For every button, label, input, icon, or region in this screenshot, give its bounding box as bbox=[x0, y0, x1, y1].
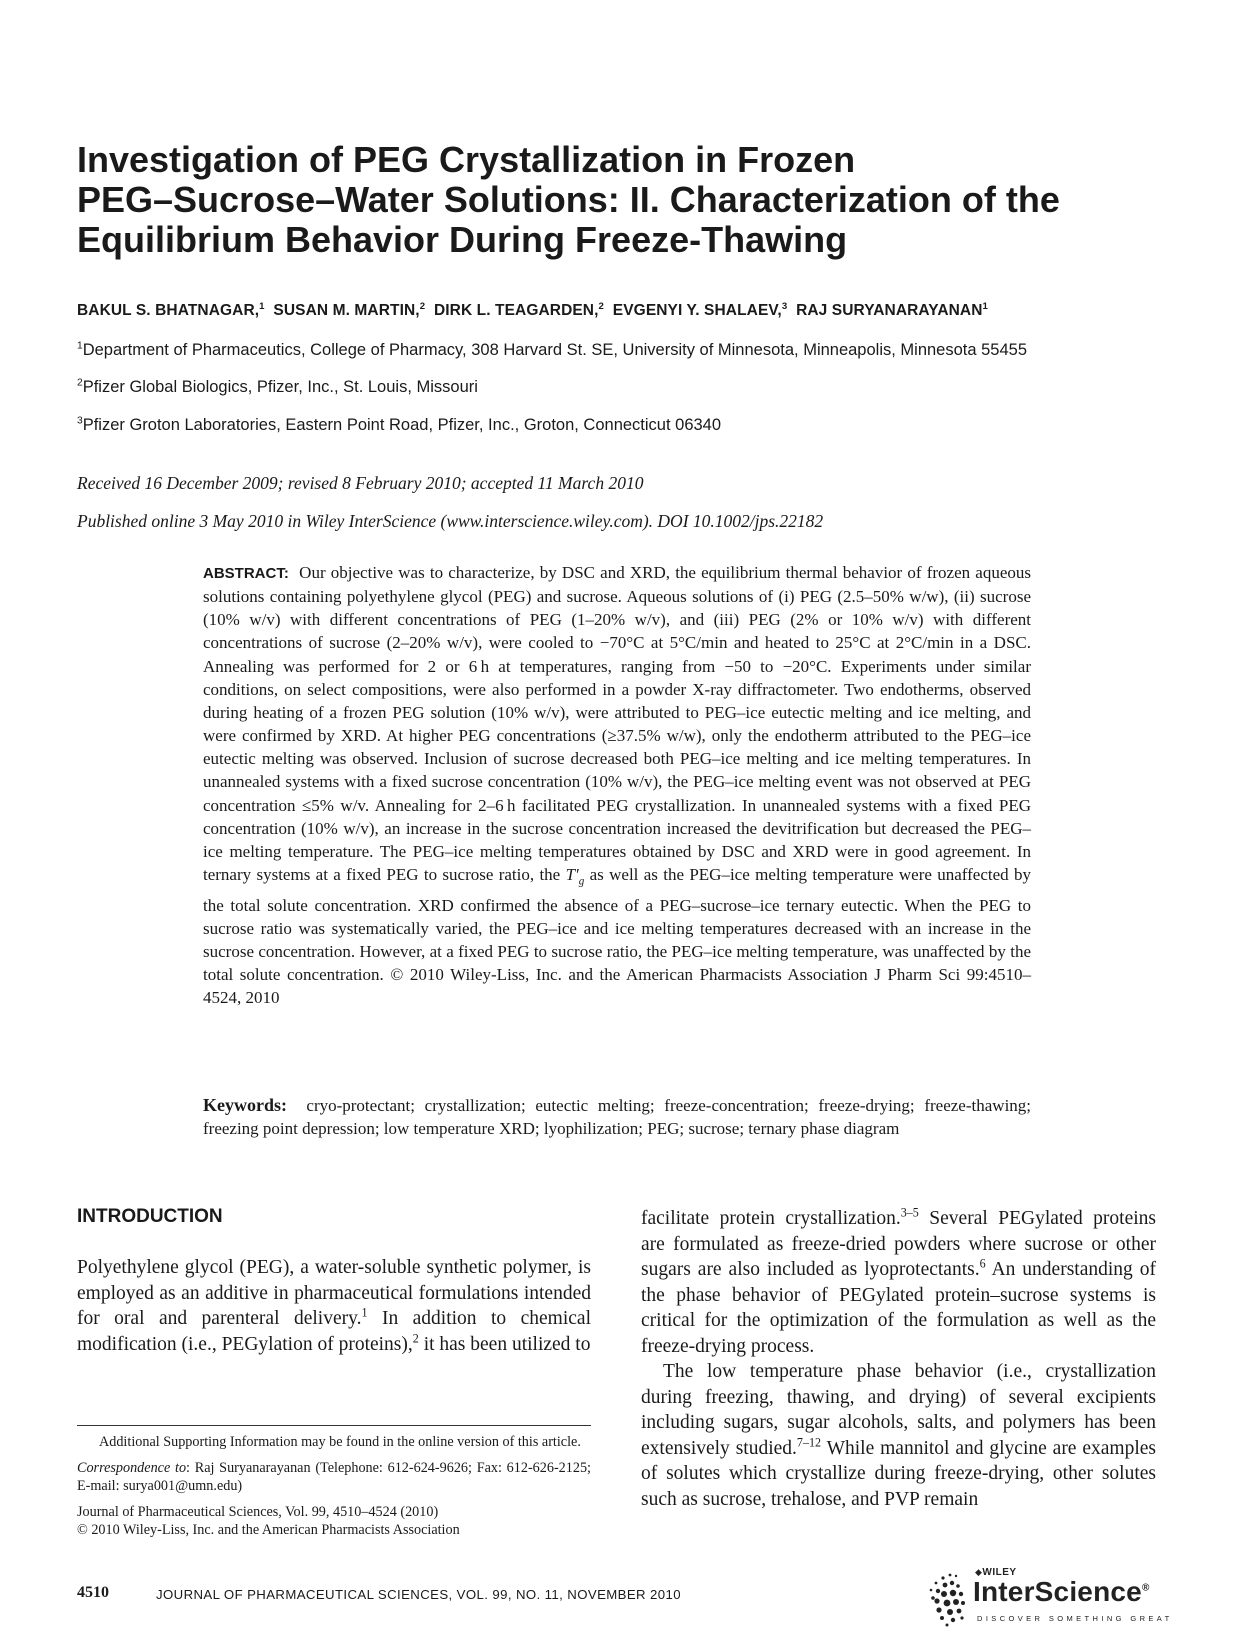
author-affiliation-mark: 2 bbox=[419, 300, 426, 312]
wiley-interscience-logo bbox=[925, 1566, 1173, 1632]
intro-text: The low temperature phase behavior (i.e., crystallization during freezing, thawing, and drying) of several excipients including sugars, sugar alcohols, salts, and polymers has been extensively studied. bbox=[641, 1361, 1156, 1459]
intro-text: In addition to chemical modification (i.e., PEGylation of proteins), bbox=[77, 1308, 591, 1355]
logo-tagline: DISCOVER SOMETHING GREAT bbox=[977, 1614, 1173, 1623]
journal-running-footer: JOURNAL OF PHARMACEUTICAL SCIENCES, VOL. 99, NO. 11, NOVEMBER 2010 bbox=[156, 1587, 681, 1602]
author-affiliation-mark: 1 bbox=[259, 300, 265, 312]
author-name: EVGENYI Y. SHALAEV, bbox=[612, 302, 782, 319]
correspondence-note bbox=[77, 1459, 591, 1496]
affiliation-text: Pfizer Global Biologics, Pfizer, Inc., St. Louis, Missouri bbox=[82, 378, 478, 396]
keywords-text: cryo-protectant; crystallization; eutectic melting; freeze-concentration; freeze-drying; freeze-thawing; freezing point depression; low temperature XRD; lyophilization; PEG; sucrose; ternary phase diagram bbox=[203, 1096, 1032, 1139]
author-name: DIRK L. TEAGARDEN, bbox=[433, 302, 599, 319]
author-list bbox=[77, 302, 1157, 320]
intro-paragraph-left bbox=[77, 1255, 591, 1357]
interscience-wordmark bbox=[973, 1576, 1150, 1608]
intro-text: it has been utilized to bbox=[418, 1333, 591, 1355]
abstract-text-part-2: as well as the PEG–ice melting temperature were unaffected by the total solute concentration. XRD confirmed the absence of a PEG–sucrose–ice ternary eutectic. When the PEG to sucrose ratio was systematically varied, the PEG–ice and ice melting temperatures decreased with an increase in the sucrose concentration. However, at a fixed PEG to sucrose ratio, the PEG–ice melting temperature, was unaffected by the total solute concentration. © 2010 Wiley-Liss, Inc. and the American Pharmacists Association J Pharm Sci 99:4510–4524, 2010 bbox=[203, 865, 1032, 1008]
affiliation-mark: 1 bbox=[77, 340, 83, 352]
wiley-bird-icon: ◆ bbox=[975, 1567, 983, 1577]
affiliation-mark: 3 bbox=[77, 415, 83, 427]
received-dates: Received 16 December 2009; revised 8 February 2010; accepted 11 March 2010 bbox=[77, 473, 644, 493]
footnote-divider bbox=[77, 1425, 591, 1426]
journal-line: Journal of Pharmaceutical Sciences, Vol. 99, 4510–4524 (2010) bbox=[77, 1503, 439, 1520]
intro-text: An understanding of the phase behavior of PEGylated protein–sucrose systems is critical for the optimization of the formulation as well as the freeze-drying process. bbox=[641, 1259, 1156, 1357]
author-affiliation-mark: 3 bbox=[781, 300, 788, 312]
intro-text: Polyethylene glycol (PEG), a water-soluble synthetic polymer, is employed as an additive in pharmaceutical formulations intended for oral and parenteral delivery. bbox=[77, 1257, 591, 1329]
keywords bbox=[203, 1094, 1031, 1140]
citation-ref: 2 bbox=[412, 1331, 419, 1345]
author-name: SUSAN M. MARTIN, bbox=[273, 302, 420, 319]
registered-mark: ® bbox=[1141, 1582, 1150, 1594]
correspondence-details: : Raj Suryanarayanan (Telephone: 612-624-9626; Fax: 612-626-2125; E-mail: surya001@umn.edu) bbox=[77, 1459, 591, 1494]
tg-letter: T′ bbox=[565, 865, 579, 885]
wiley-text: WILEY bbox=[982, 1567, 1017, 1578]
affiliation-2 bbox=[77, 378, 478, 397]
title-line-3: Equilibrium Behavior During Freeze-Thawing bbox=[77, 219, 848, 260]
citation-ref: 6 bbox=[979, 1256, 986, 1271]
journal-citation bbox=[77, 1503, 591, 1540]
author-name: RAJ SURYANARAYANAN bbox=[796, 302, 983, 319]
citation-ref: 7–12 bbox=[796, 1435, 822, 1449]
title-line-1: Investigation of PEG Crystallization in Frozen bbox=[77, 139, 856, 180]
abstract bbox=[203, 561, 1031, 1009]
article-title bbox=[77, 140, 1097, 260]
footnotes bbox=[77, 1433, 591, 1540]
intro-paragraph-2 bbox=[641, 1359, 1156, 1512]
tg-subscript: g bbox=[578, 875, 585, 888]
publication-info: Published online 3 May 2010 in Wiley InterScience (www.interscience.wiley.com). DOI 10.1002/jps.22182 bbox=[77, 511, 824, 531]
title-line-2: PEG–Sucrose–Water Solutions: II. Characterization of the bbox=[77, 179, 1060, 220]
author-affiliation-mark: 1 bbox=[982, 300, 988, 312]
intro-text: Several PEGylated proteins are formulated as freeze-dried powders where sucrose or other sugars are also included as lyoprotectants. bbox=[641, 1208, 1156, 1280]
author-name: BAKUL S. BHATNAGAR, bbox=[77, 302, 260, 319]
correspondence-label: Correspondence to bbox=[77, 1459, 187, 1476]
affiliation-text: Department of Pharmaceutics, College of Pharmacy, 308 Harvard St. SE, University of Minnesota, Minneapolis, Minnesota 55455 bbox=[82, 341, 1028, 359]
abstract-text-part-1: Our objective was to characterize, by DSC and XRD, the equilibrium thermal behavior of frozen aqueous solutions containing polyethylene glycol (PEG) and sucrose. Aqueous solutions of (i) PEG (2.5–50% w/w), (ii) sucrose (10% w/v) with different concentrations of PEG (1–20% w/v), and (iii) PEG (2% or 10% w/v) with different concentrations of sucrose (2–20% w/v), were cooled to −70°C at 5°C/min and heated to 25°C at 2°C/min in a DSC. Annealing was performed for 2 or 6 h at temperatures, ranging from −50 to −20°C. Experiments under similar conditions, on select compositions, were also performed in a powder X-ray diffractometer. Two endotherms, observed during heating of a frozen PEG solution (10% w/v), were attributed to PEG–ice eutectic melting and ice melting, and were confirmed by XRD. At higher PEG concentrations (≥37.5% w/w), only the endotherm attributed to the PEG–ice eutectic melting was observed. Inclusion of sucrose decreased both PEG–ice melting and ice melting temperatures. In unannealed systems with a fixed sucrose concentration (10% w/v), the PEG–ice melting event was not observed at PEG concentration ≤5% w/v. Annealing for 2–6 h facilitated PEG crystallization. In unannealed systems with a fixed PEG concentration (10% w/v), an increase in the sucrose concentration increased the devitrification but decreased the PEG–ice melting temperature. The PEG–ice melting temperatures obtained by DSC and XRD were in good agreement. In ternary systems at a fixed PEG to sucrose ratio, the bbox=[203, 563, 1031, 885]
interscience-text: InterScience bbox=[973, 1576, 1142, 1607]
author-affiliation-mark: 2 bbox=[598, 300, 604, 312]
supporting-info-note: Additional Supporting Information may be found in the online version of this article. bbox=[99, 1434, 581, 1450]
abstract-label: ABSTRACT: bbox=[203, 565, 289, 582]
page-number: 4510 bbox=[77, 1584, 109, 1601]
intro-paragraph-continued bbox=[641, 1206, 1156, 1359]
intro-text: While mannitol and glycine are examples of solutes which crystallize during freeze-drying, other solutes such as sucrose, trehalose, and PVP remain bbox=[641, 1437, 1156, 1510]
citation-ref: 1 bbox=[361, 1305, 368, 1320]
affiliation-1 bbox=[77, 341, 1027, 360]
copyright-line: © 2010 Wiley-Liss, Inc. and the American Pharmacists Association bbox=[77, 1522, 460, 1538]
intro-column-right bbox=[641, 1206, 1156, 1512]
affiliation-mark: 2 bbox=[77, 377, 83, 389]
tg-symbol bbox=[565, 865, 585, 888]
affiliation-text: Pfizer Groton Laboratories, Eastern Point Road, Pfizer, Inc., Groton, Connecticut 06340 bbox=[82, 416, 722, 434]
intro-text: facilitate protein crystallization. bbox=[641, 1208, 901, 1229]
citation-ref: 3–5 bbox=[900, 1205, 919, 1220]
section-heading-introduction: INTRODUCTION bbox=[77, 1206, 223, 1227]
affiliation-3 bbox=[77, 416, 721, 435]
keywords-label: Keywords: bbox=[203, 1095, 287, 1115]
